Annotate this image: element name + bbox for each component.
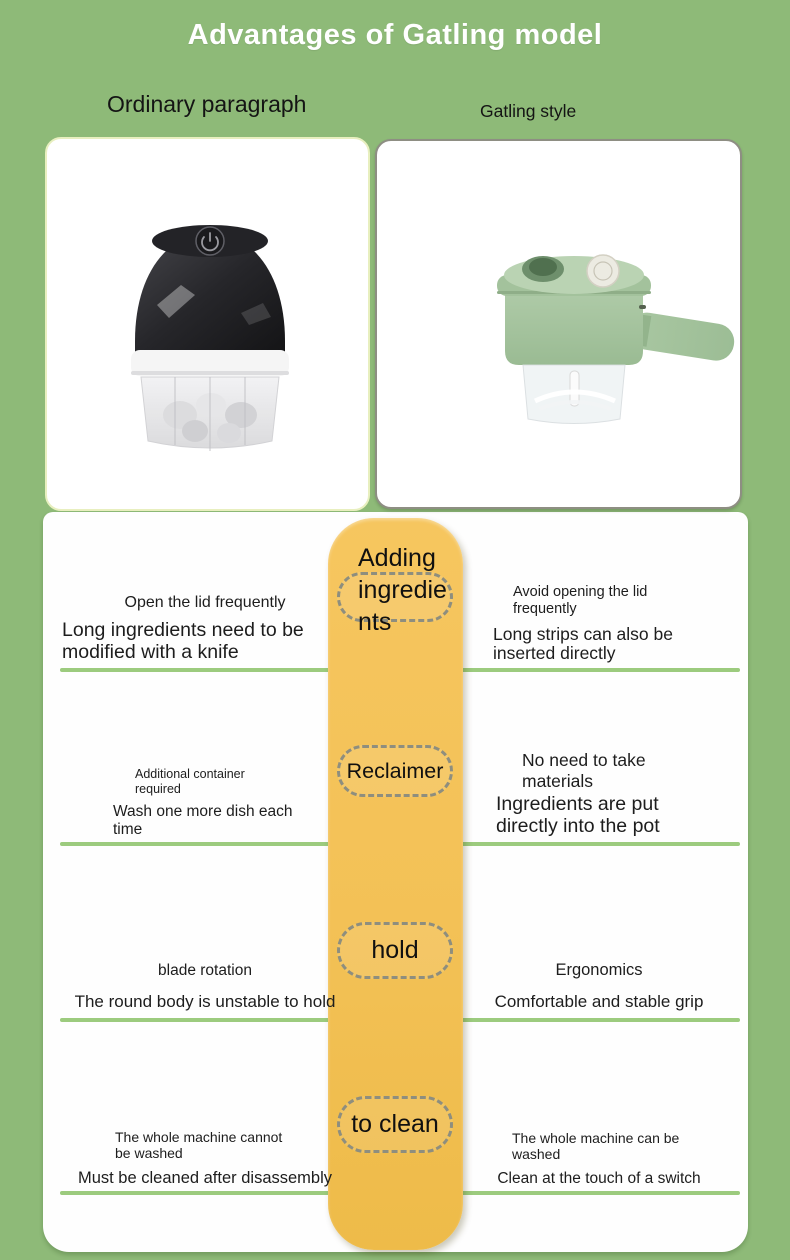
- ordinary-main: Must be cleaned after disassembly: [77, 1168, 333, 1187]
- gatling-main: Long strips can also be inserted directly: [493, 623, 673, 664]
- ordinary-cell: [55, 594, 355, 664]
- power-button: [587, 255, 619, 287]
- garlic-clove: [196, 393, 226, 417]
- gatling-main: Clean at the touch of a switch: [497, 1169, 701, 1187]
- ordinary-note: Additional container required: [135, 766, 245, 796]
- ordinary-main: Long ingredients need to be modified with a knife: [62, 619, 304, 664]
- stage-label-reclaimer: Reclaimer: [346, 758, 444, 783]
- gatling-cell: [463, 961, 735, 1012]
- stage-label-clean: to clean: [351, 1110, 439, 1138]
- ordinary-product-card: [45, 137, 370, 511]
- ordinary-note: The whole machine cannot be washed: [115, 1128, 283, 1162]
- gatling-note: Ergonomics: [555, 960, 643, 979]
- ordinary-cell: [55, 767, 355, 838]
- stage-label-hold: hold: [371, 936, 419, 964]
- ordinary-note: Open the lid frequently: [124, 594, 286, 612]
- column-header-gatling: Gatling style: [480, 101, 577, 121]
- ordinary-note: blade rotation: [158, 961, 252, 979]
- charge-port: [639, 305, 646, 309]
- gatling-main: Ingredients are put directly into the pot: [496, 793, 660, 838]
- gatling-cell: [463, 1130, 735, 1187]
- column-header-ordinary: Ordinary paragraph: [107, 91, 307, 117]
- garlic-clove: [182, 420, 208, 442]
- gatling-note: The whole machine can be washed: [512, 1129, 680, 1163]
- gatling-note: No need to take materials: [522, 750, 646, 791]
- gatling-cell: [463, 750, 735, 838]
- gatling-product-image: [479, 231, 739, 433]
- gatling-cell: [463, 584, 735, 664]
- ordinary-product-image: [125, 219, 295, 457]
- page-title: Advantages of Gatling model: [187, 19, 603, 51]
- gatling-main: Comfortable and stable grip: [494, 991, 704, 1011]
- ordinary-cell: [55, 1129, 355, 1188]
- gatling-note: Avoid opening the lid frequently: [513, 583, 648, 617]
- ordinary-main: The round body is unstable to hold: [74, 991, 336, 1011]
- stage-label-adding: Adding ingredients: [358, 544, 447, 636]
- garlic-clove: [217, 423, 241, 443]
- ordinary-main: Wash one more dish each time: [113, 803, 293, 838]
- ordinary-cell: [55, 962, 355, 1011]
- gatling-product-card: [375, 139, 742, 509]
